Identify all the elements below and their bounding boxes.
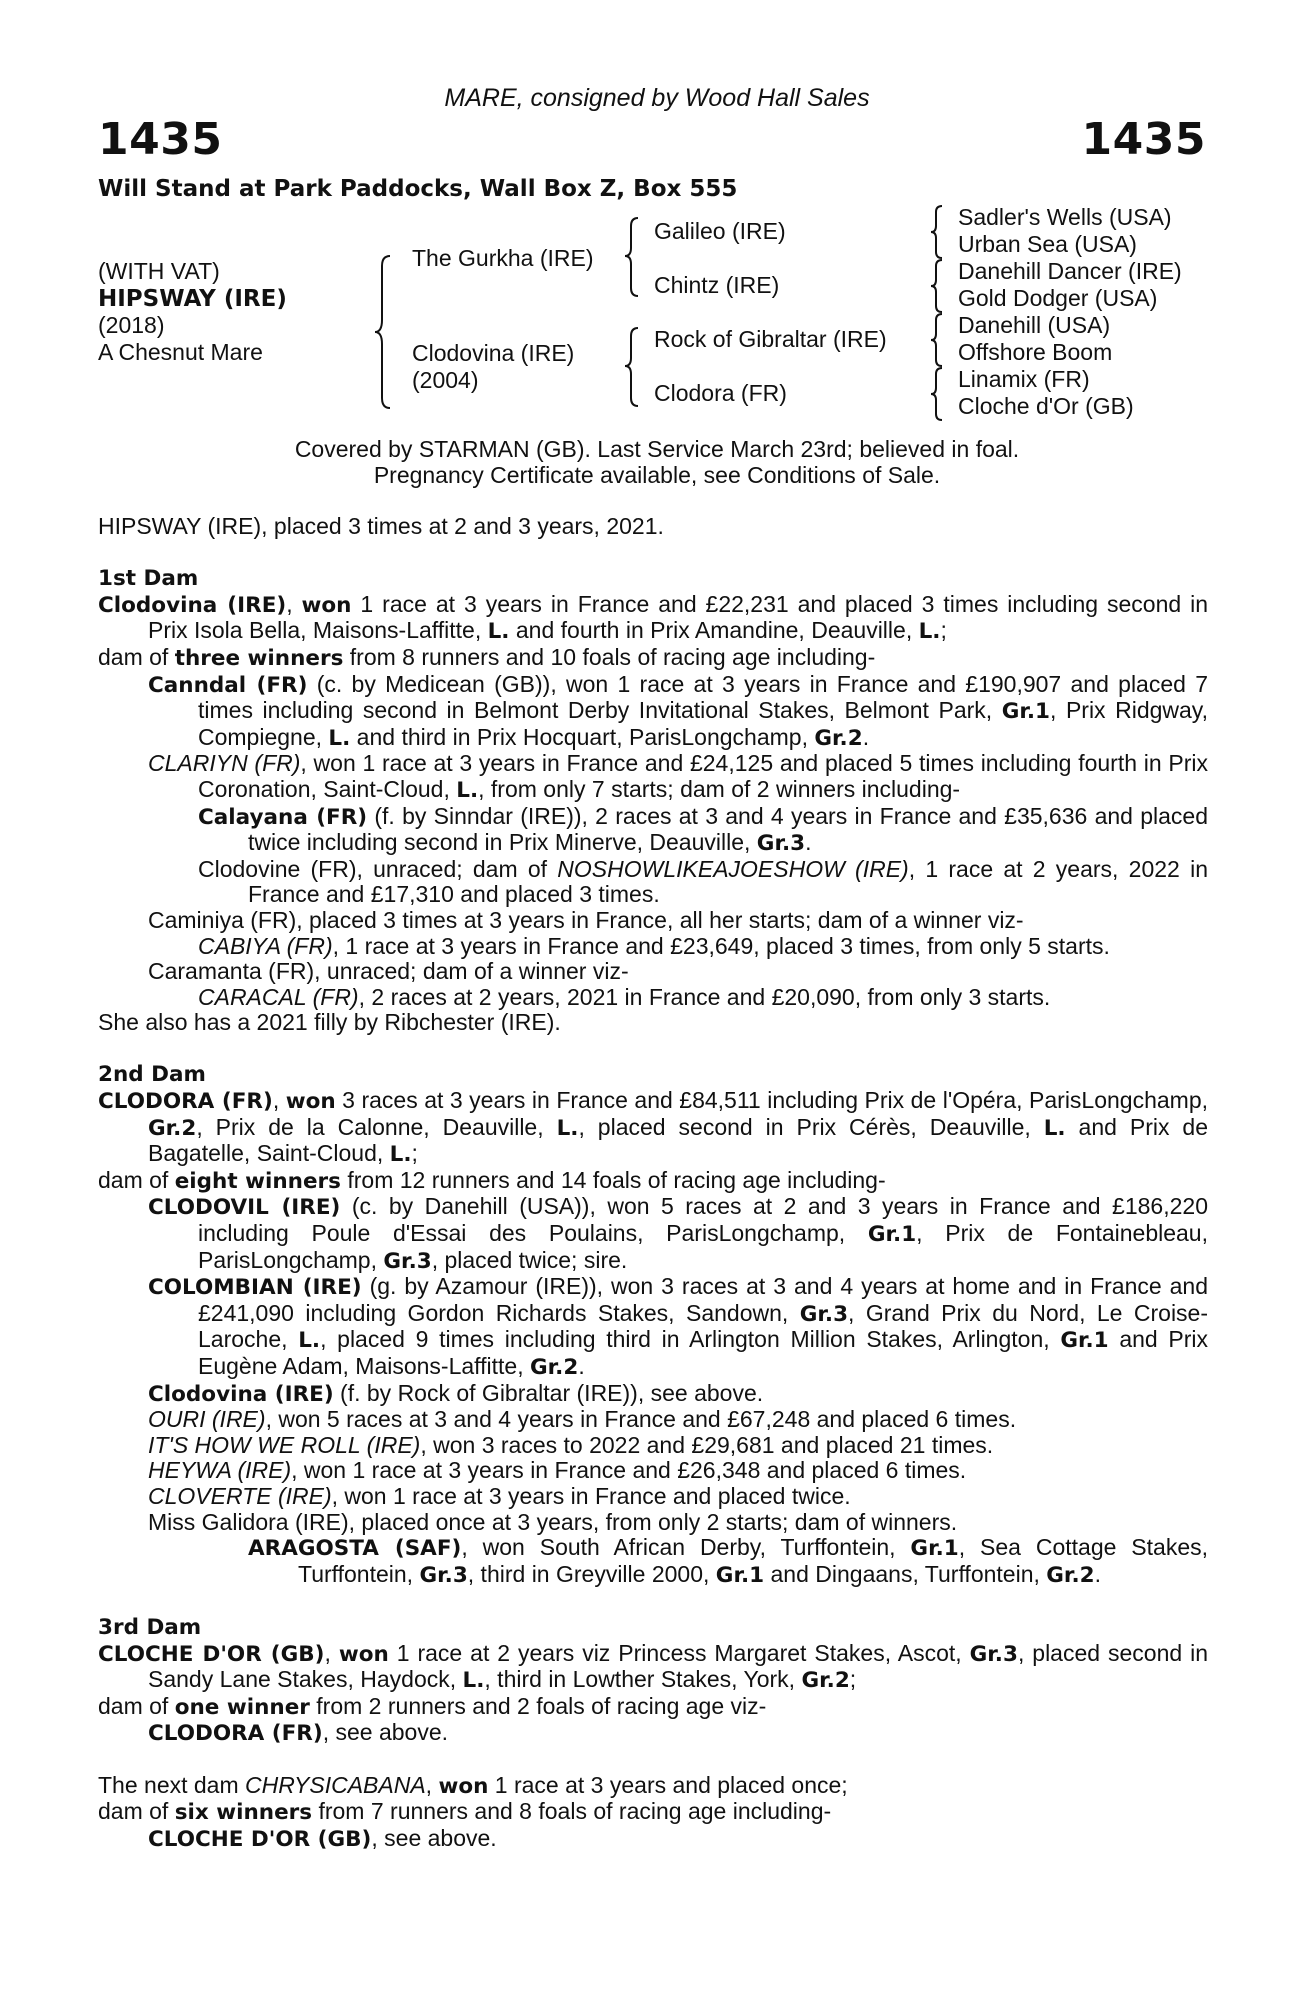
first-dam-heading: 1st Dam <box>98 566 199 592</box>
progeny-canndal: Canndal (FR) (c. by Medicean (GB)), won 1 race at 3 years in France and £190,907 and placed 7 times including second in Belmont Derby Invitational Stakes, Belmont Park, Gr.1, Prix Ridgway, Compiegne, L. and third in Prix Hocquart, ParisLongchamp, Gr.2. <box>148 670 1208 751</box>
consignment-line: MARE, consigned by Wood Hall Sales <box>444 84 870 112</box>
pedigree-brace-g4 <box>928 366 946 422</box>
horse-name: HIPSWAY (IRE) <box>98 286 287 312</box>
progeny-cabiya: CABIYA (FR), 1 race at 3 years in France and £23,649, placed 3 times, from only 5 starts. <box>198 932 1110 959</box>
sire-sire: Galileo (IRE) <box>654 218 786 244</box>
horse-year: (2018) <box>98 312 165 338</box>
g3-offshore-boom: Offshore Boom <box>958 339 1113 365</box>
pedigree-brace-g2 <box>928 258 946 314</box>
third-dam-record: CLOCHE D'OR (GB), won 1 race at 2 years viz Princess Margaret Stakes, Ascot, Gr.3, placed second in Sandy Lane Stakes, Haydock, L., third in Lowther Stakes, York, Gr.2; <box>98 1639 1209 1694</box>
second-dam-heading: 2nd Dam <box>98 1062 206 1088</box>
third-dam-heading: 3rd Dam <box>98 1614 202 1640</box>
pedigree-brace-main <box>372 254 396 410</box>
g3-linamix: Linamix (FR) <box>958 366 1090 392</box>
g3-sadlers-wells: Sadler's Wells (USA) <box>958 204 1172 230</box>
catalogue-body <box>98 514 1208 1852</box>
first-dam-also: She also has a 2021 filly by Ribchester (IRE). <box>98 1009 561 1036</box>
dam-sire: Rock of Gibraltar (IRE) <box>654 326 887 352</box>
g3-cloche-dor: Cloche d'Or (GB) <box>958 393 1134 419</box>
g3-danehill: Danehill (USA) <box>958 312 1111 338</box>
third-dam-summary: dam of one winner from 2 runners and 2 foals of racing age viz- <box>98 1692 767 1720</box>
second-dam-record: CLODORA (FR), won 3 races at 3 years in France and £84,511 including Prix de l'Opéra, ParisLongchamp, Gr.2, Prix de la Calonne, Deauville, L., placed second in Prix Cérès, Deauville, L. and Prix de Bagatelle, Saint-Cloud, L.; <box>98 1087 1209 1168</box>
g3-gold-dodger: Gold Dodger (USA) <box>958 285 1158 311</box>
progeny-caracal: CARACAL (FR), 2 races at 2 years, 2021 in France and £20,090, from only 3 starts. <box>198 983 1051 1010</box>
stand-location: Will Stand at Park Paddocks, Wall Box Z, Box 555 <box>98 176 738 202</box>
lot-number-left: 1435 <box>98 114 223 165</box>
progeny-caminiya: Caminiya (FR), placed 3 times at 3 years in France, all her starts; dam of a winner viz- <box>148 906 1024 933</box>
lot-number-right: 1435 <box>1081 114 1206 165</box>
race-record: HIPSWAY (IRE), placed 3 times at 2 and 3 years, 2021. <box>98 513 664 539</box>
pedigree-brace-g1 <box>928 204 946 260</box>
progeny-caramanta: Caramanta (FR), unraced; dam of a winner viz- <box>148 958 629 985</box>
progeny-calayana: Calayana (FR) (f. by Sinndar (IRE)), 2 races at 3 and 4 years in France and £35,636 and placed twice including second in Prix Minerve, Deauville, Gr.3. <box>198 802 1208 857</box>
sire-dam: Chintz (IRE) <box>654 272 780 298</box>
progeny-aragosta: ARAGOSTA (SAF), won South African Derby, Turffontein, Gr.1, Sea Cottage Stakes, Turffontein, Gr.3, third in Greyville 2000, Gr.1 and Dingaans, Turffontein, Gr.2. <box>248 1534 1209 1588</box>
next-dam-record: The next dam CHRYSICABANA, won 1 race at 3 years and placed once; <box>98 1771 848 1799</box>
pedigree-brace-g3 <box>928 312 946 368</box>
first-dam-summary: dam of three winners from 8 runners and 10 foals of racing age including- <box>98 643 876 671</box>
dam-name: Clodovina (IRE) <box>412 340 575 366</box>
progeny-colombian: COLOMBIAN (IRE) (g. by Azamour (IRE)), won 3 races at 3 and 4 years at home and in France and £241,090 including Gordon Richards Stakes, Sandown, Gr.3, Grand Prix du Nord, Le Croise-Laroche, L., placed 9 times including third in Arlington Million Stakes, Arlington, Gr.1 and Prix Eugène Adam, Maisons-Laffitte, Gr.2. <box>148 1273 1209 1380</box>
second-dam-summary: dam of eight winners from 12 runners and 14 foals of racing age including- <box>98 1166 886 1194</box>
covering-line-2: Pregnancy Certificate available, see Conditions of Sale. <box>373 462 941 488</box>
progeny-cloverte: CLOVERTE (IRE), won 1 race at 3 years in France and placed twice. <box>148 1482 851 1509</box>
dam-dam: Clodora (FR) <box>654 380 787 406</box>
horse-description: A Chesnut Mare <box>98 339 263 365</box>
progeny-its-how-we-roll: IT'S HOW WE ROLL (IRE), won 3 races to 2022 and £29,681 and placed 21 times. <box>148 1431 994 1458</box>
progeny-clariyn: CLARIYN (FR), won 1 race at 3 years in France and £24,125 and placed 5 times including fourth in Prix Coronation, Saint-Cloud, L., from only 7 starts; dam of 2 winners including- <box>148 750 1209 803</box>
g3-danehill-dancer: Danehill Dancer (IRE) <box>958 258 1182 284</box>
next-dam-summary: dam of six winners from 7 runners and 8 foals of racing age including- <box>98 1798 832 1826</box>
sire-name: The Gurkha (IRE) <box>412 245 594 271</box>
progeny-clodovina: Clodovina (IRE) (f. by Rock of Gibraltar (IRE)), see above. <box>148 1379 764 1407</box>
progeny-clodovine: Clodovine (FR), unraced; dam of NOSHOWLIKEAJOESHOW (IRE), 1 race at 2 years, 2022 in France and £17,310 and placed 3 times. <box>198 855 1208 908</box>
progeny-heywa: HEYWA (IRE), won 1 race at 3 years in France and £26,348 and placed 6 times. <box>148 1457 967 1484</box>
progeny-cloche-dor: CLOCHE D'OR (GB), see above. <box>148 1824 497 1852</box>
covering-line-1: Covered by STARMAN (GB). Last Service March 23rd; believed in foal. <box>294 436 1020 462</box>
first-dam-record: Clodovina (IRE), won 1 race at 3 years in France and £22,231 and placed 3 times including second in Prix Isola Bella, Maisons-Laffitte, L. and fourth in Prix Amandine, Deauville, L.; <box>98 590 1208 645</box>
pedigree-brace-sire <box>622 216 642 298</box>
progeny-clodora: CLODORA (FR), see above. <box>148 1719 448 1747</box>
vat-label: (WITH VAT) <box>98 258 220 284</box>
pedigree-brace-dam <box>622 326 642 408</box>
dam-year: (2004) <box>412 367 479 393</box>
g3-urban-sea: Urban Sea (USA) <box>958 231 1137 257</box>
progeny-miss-galidora: Miss Galidora (IRE), placed once at 3 years, from only 2 starts; dam of winners. <box>148 1508 958 1535</box>
progeny-ouri: OURI (IRE), won 5 races at 3 and 4 years in France and £67,248 and placed 6 times. <box>148 1406 1017 1433</box>
progeny-clodovil: CLODOVIL (IRE) (c. by Danehill (USA)), won 5 races at 2 and 3 years in France and £186,220 including Poule d'Essai des Poulains, ParisLongchamp, Gr.1, Prix de Fontainebleau, ParisLongchamp, Gr.3, placed twice; sire. <box>148 1193 1208 1274</box>
